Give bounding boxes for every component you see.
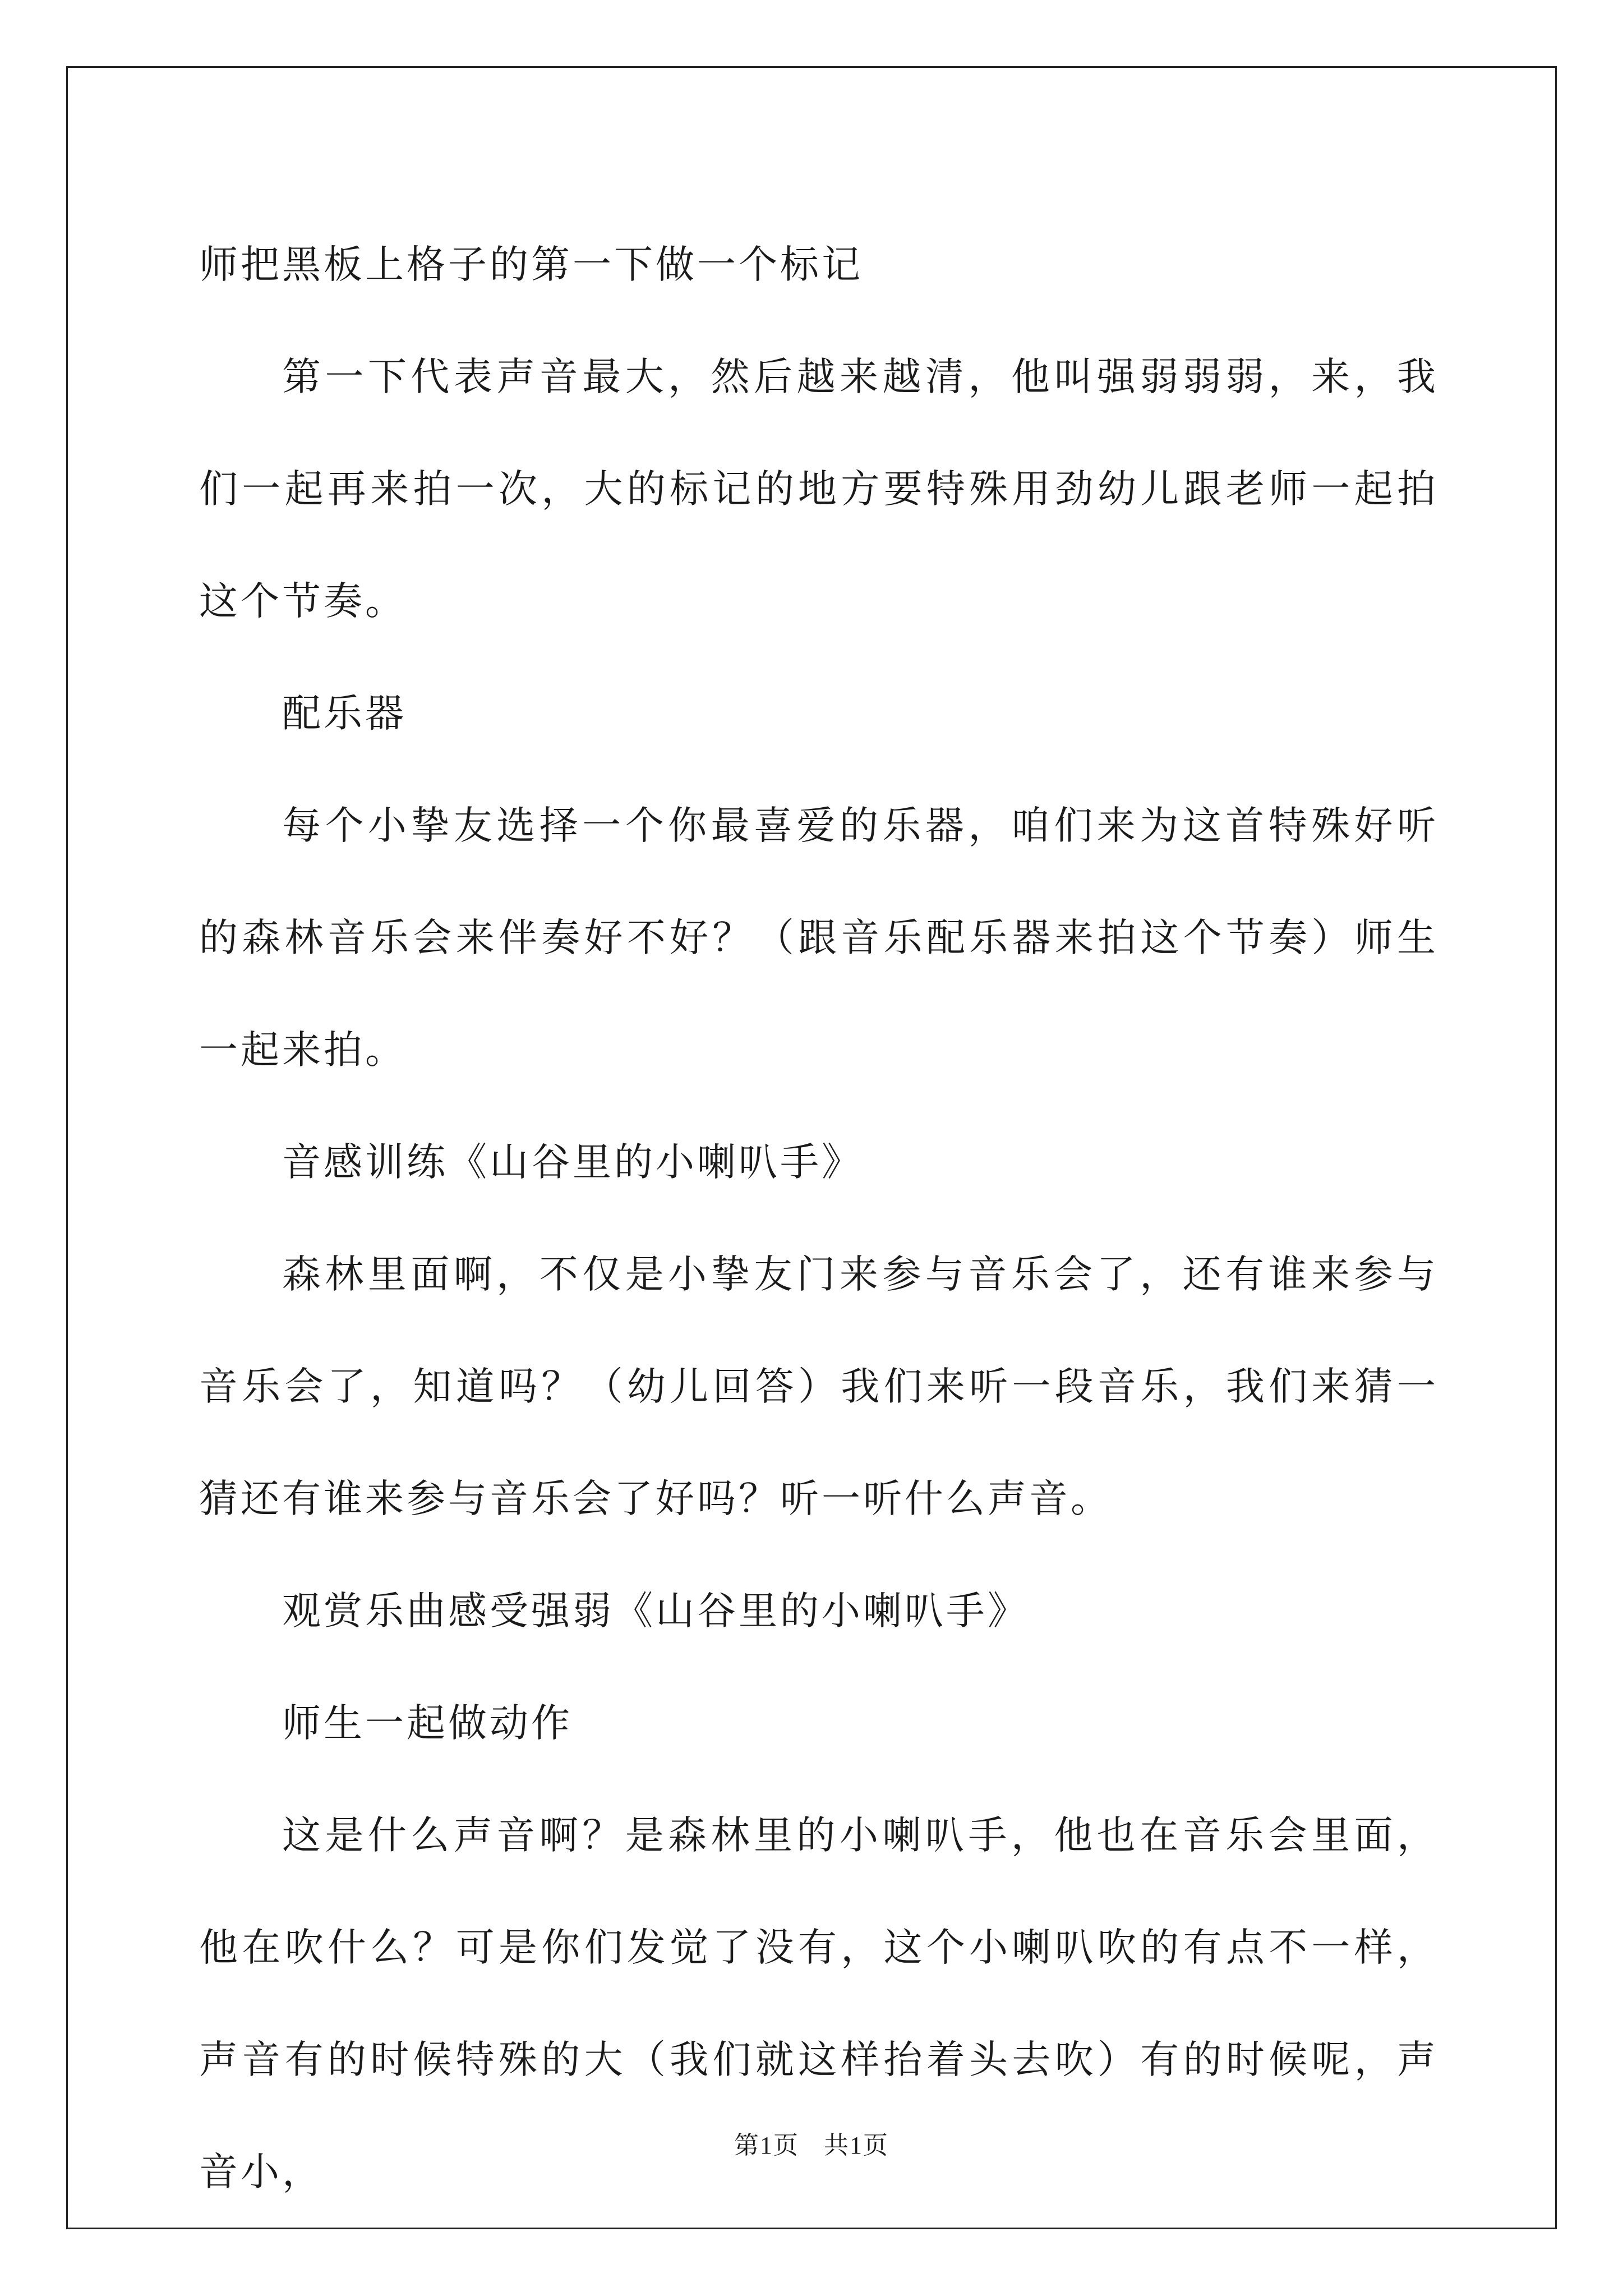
paragraph-3: 配乐器 xyxy=(282,691,407,736)
paragraph-7: 观赏乐曲感受强弱《山谷里的小喇叭手》 xyxy=(282,1589,1029,1634)
paragraph-1: 师把黑板上格子的第一下做一个标记 xyxy=(199,242,863,287)
paragraph-2: 第一下代表声音最大，然后越来越清，他叫强弱弱弱，来，我们一起再来拍一次，大的标记的地方要特殊用劲幼儿跟老师一起拍这个节奏。 xyxy=(199,355,1438,624)
paragraph-8: 师生一起做动作 xyxy=(282,1701,573,1746)
page-footer xyxy=(0,2125,1623,2161)
page-number-total: 共1页 xyxy=(824,2132,889,2159)
page-number-current: 第1页 xyxy=(734,2132,799,2159)
paragraph-4: 每个小挚友选择一个你最喜爱的乐器，咱们来为这首特殊好听的森林音乐会来伴奏好不好？（跟音乐配乐器来拍这个节奏）师生一起来拍。 xyxy=(199,803,1438,1073)
paragraph-6: 森林里面啊，不仅是小挚友门来参与音乐会了，还有谁来参与音乐会了，知道吗？（幼儿回答）我们来听一段音乐，我们来猜一猜还有谁来参与音乐会了好吗？听一听什么声音。 xyxy=(199,1252,1438,1521)
paragraph-5: 音感训练《山谷里的小喇叭手》 xyxy=(282,1140,863,1185)
document-body xyxy=(199,209,1438,2228)
paragraph-9: 这是什么声音啊？是森林里的小喇叭手，他也在音乐会里面，他在吹什么？可是你们发觉了没有，这个小喇叭吹的有点不一样，声音有的时候特殊的大（我们就这样抬着头去吹）有的时候呢，声音小， xyxy=(199,1813,1438,2194)
